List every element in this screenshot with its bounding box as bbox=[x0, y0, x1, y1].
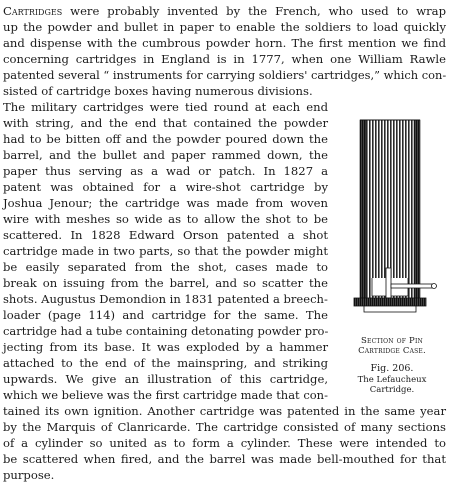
figure-caption-section: Cartridge Case. bbox=[358, 346, 426, 356]
lead-word: Cartridges bbox=[3, 4, 63, 18]
cartridge-figure bbox=[336, 118, 448, 398]
cartridge-section-illustration bbox=[336, 118, 448, 333]
text-line: shots. Augustus Demondion in 1831 patented a breech- bbox=[3, 292, 328, 306]
text-line: had to be bitten off and the powder poured down the bbox=[3, 132, 328, 146]
text-line: with string, and the end that contained the powder bbox=[3, 116, 328, 130]
text-line: cartridge had a tube containing detonating powder pro- bbox=[3, 324, 329, 338]
text-line: tained its own ignition. Another cartridge was patented in the same year bbox=[3, 404, 446, 418]
text-line: cartridge made in two parts, so that the powder might bbox=[3, 244, 328, 258]
text-line: paper thus serving as a wad or patch. In 1827 a bbox=[3, 164, 328, 178]
text-line: patent was obtained for a wire-shot cartridge by bbox=[3, 180, 328, 194]
text-fragment: were probably invented by the French, who used to wrap bbox=[62, 4, 446, 18]
text-line: Joshua Jenour; the cartridge was made from woven bbox=[3, 196, 328, 210]
text-line: break on issuing from the barrel, and so scatter the bbox=[3, 276, 328, 290]
text-line: and dispense with the cumbrous powder horn. The first mention we find bbox=[3, 36, 446, 50]
figure-caption-section: Section of Pin bbox=[361, 336, 423, 346]
text-line bbox=[3, 4, 446, 19]
text-line: jecting from its base. It was exploded by a hammer bbox=[3, 340, 328, 354]
figure-title: Cartridge. bbox=[369, 385, 415, 395]
document-page bbox=[3, 0, 449, 491]
text-line: scattered. In 1828 Edward Orson patented a shot bbox=[3, 228, 328, 242]
text-line: be scattered when fired, and the barrel was made bell-mouthed for that bbox=[3, 452, 446, 466]
text-line: wire with meshes so wide as to allow the shot to be bbox=[3, 212, 328, 226]
text-line: up the powder and bullet in paper to enable the soldiers to load quickly bbox=[3, 20, 446, 34]
text-line: concerning cartridges in England is in 1777, when one William Rawle bbox=[3, 52, 446, 66]
text-line: be easily separated from the shot, cases made to bbox=[3, 260, 328, 274]
text-line: sisted of cartridge boxes having numerous divisions. bbox=[3, 84, 313, 98]
text-line: upwards. We give an illustration of this cartridge, bbox=[3, 372, 328, 386]
text-line: The military cartridges were tied round at each end bbox=[3, 100, 328, 114]
text-line: attached to the end of the mainspring, and striking bbox=[3, 356, 328, 370]
text-line: patented several “ instruments for carrying soldiers' cartridges,” which con- bbox=[3, 68, 447, 82]
text-line: of a cylinder so united as to form a cylinder. These were intended to bbox=[3, 436, 446, 450]
text-line: barrel, and the bullet and paper rammed down, the bbox=[3, 148, 328, 162]
text-line: by the Marquis of Clanricarde. The cartridge consisted of many sections bbox=[3, 420, 446, 434]
text-line: loader (page 114) and cartridge for the same. The bbox=[3, 308, 328, 322]
figure-number: Fig. 206. bbox=[370, 363, 414, 374]
text-line: purpose. bbox=[3, 468, 55, 482]
text-line: which we believe was the first cartridge made that con- bbox=[3, 388, 328, 402]
figure-title: The Lefaucheux bbox=[357, 375, 427, 385]
